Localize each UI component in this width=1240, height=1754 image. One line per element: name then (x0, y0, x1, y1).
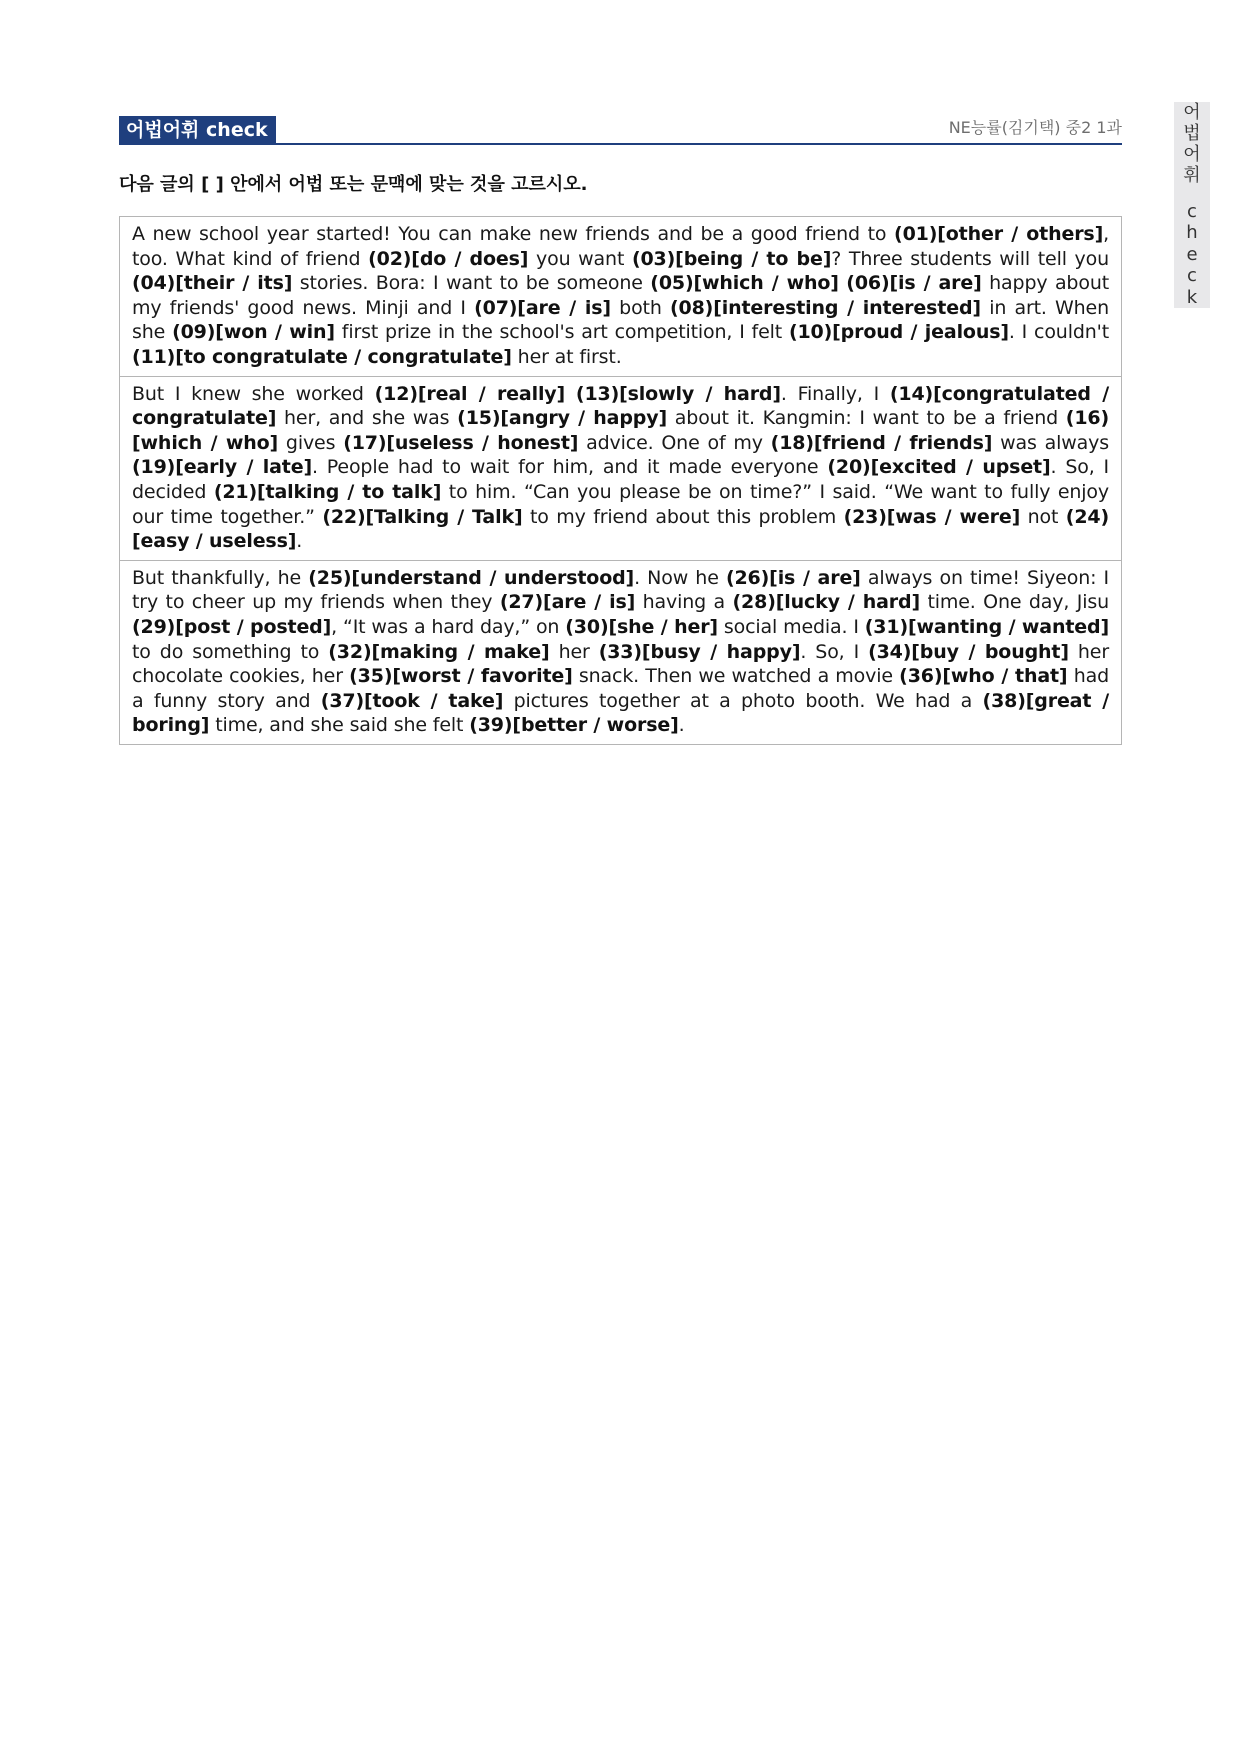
passage-text: . Finally, I (780, 382, 890, 405)
passage-text (565, 383, 576, 405)
answer-choice: (14)[congratulated / congratulate] (132, 382, 1109, 430)
answer-choice: (09)[won / win] (172, 321, 335, 344)
passage-text: was always (992, 431, 1109, 454)
side-tab-char: 어 (1183, 102, 1201, 123)
passage-text: her chocolate cookies, her (132, 640, 1109, 688)
passage-text: . I couldn't (1008, 321, 1109, 344)
answer-choice: (24)[easy / useless] (132, 505, 1110, 553)
passage-text: ? Three students will tell you (831, 247, 1110, 270)
answer-choice: (34)[buy / bought] (868, 640, 1069, 663)
answer-choice: (15)[angry / happy] (457, 407, 668, 430)
answer-choice: (11)[to congratulate / congratulate] (132, 345, 512, 368)
answer-choice: (18)[friend / friends] (770, 431, 993, 454)
answer-choice: (10)[proud / jealous] (788, 321, 1009, 344)
answer-choice: (08)[interesting / interested] (669, 296, 981, 319)
answer-choice: (35)[worst / favorite] (349, 665, 573, 688)
answer-choice: (12)[real / really] (374, 382, 566, 405)
answer-choice: (06)[is / are] (846, 272, 982, 295)
side-tab-char: h (1186, 222, 1198, 243)
side-tab-char: c (1187, 265, 1197, 286)
answer-choice: (16)[which / who] (132, 407, 1110, 454)
side-tab-char: 어 (1183, 144, 1201, 165)
passage-text: having a (635, 591, 733, 614)
passage-text: But thankfully, he (132, 566, 309, 589)
passage-text: you want (528, 247, 632, 270)
passage-text: pictures together at a photo booth. We had a (503, 689, 983, 712)
side-tab-char: e (1186, 243, 1198, 265)
passage-text: social media. I (717, 615, 865, 638)
passage-text: her at first. (511, 345, 622, 368)
answer-choice: (29)[post / posted] (132, 615, 332, 638)
answer-choice: (02)[do / does] (368, 247, 529, 270)
passage-paragraph (120, 376, 1121, 560)
header-divider (119, 143, 1122, 145)
passage-text: . People had to wait for him, and it made everyone (311, 456, 828, 479)
passage-text: in art. When she (132, 296, 1109, 344)
passage-text: snack. Then we watched a movie (572, 665, 900, 688)
passage-text: first prize in the school's art competition, I felt (334, 321, 789, 344)
passage-text: her (549, 640, 599, 663)
passage-text: about it. Kangmin: I want to be a friend (667, 407, 1066, 430)
passage-box (119, 216, 1122, 745)
course-label: NE능률(김기택) 중2 1과 (948, 118, 1122, 137)
answer-choice: (39)[better / worse] (469, 714, 679, 737)
answer-choice: (22)[Talking / Talk] (322, 505, 523, 528)
answer-choice: (30)[she / her] (565, 615, 718, 638)
answer-choice: (01)[other / others] (894, 223, 1104, 245)
answer-choice: (20)[excited / upset] (827, 456, 1051, 479)
section-tag: 어법어휘 check (119, 116, 276, 144)
passage-paragraph (120, 560, 1121, 744)
passage-text: time, and she said she felt (209, 714, 470, 737)
answer-choice: (31)[wanting / wanted] (864, 615, 1109, 638)
answer-choice: (32)[making / make] (328, 640, 550, 663)
passage-text: . Now he (634, 566, 726, 589)
passage-text: . So, I decided (132, 456, 1109, 503)
passage-text: her, and she was (276, 407, 458, 430)
side-tab-char: 휘 (1183, 165, 1201, 186)
answer-choice: (19)[early / late] (132, 456, 312, 479)
side-index-tab (1174, 102, 1210, 308)
answer-choice: (37)[took / take] (320, 689, 504, 712)
passage-text: to my friend about this problem (522, 505, 844, 528)
answer-choice: (21)[talking / to talk] (213, 480, 442, 503)
passage-text: to do something to (132, 640, 329, 663)
answer-choice: (38)[great / boring] (132, 689, 1109, 737)
answer-choice: (23)[was / were] (843, 505, 1021, 528)
answer-choice: (25)[understand / understood] (308, 566, 635, 589)
answer-choice: (26)[is / are] (725, 566, 861, 589)
answer-choice: (03)[being / to be] (631, 247, 832, 270)
passage-text: . (678, 714, 685, 737)
passage-text: . So, I (800, 640, 869, 663)
passage-text: , “It was a hard day,” on (331, 615, 566, 638)
answer-choice: (33)[busy / happy] (598, 640, 801, 663)
passage-text: not (1020, 505, 1066, 528)
answer-choice: (05)[which / who] (650, 272, 839, 295)
answer-choice: (36)[who / that] (899, 665, 1068, 688)
answer-choice: (13)[slowly / hard] (575, 382, 781, 405)
answer-choice: (07)[are / is] (474, 296, 611, 319)
question-instruction: 다음 글의 [ ] 안에서 어법 또는 문맥에 맞는 것을 고르시오. (119, 174, 588, 195)
passage-text: stories. Bora: I want to be someone (292, 272, 651, 295)
answer-choice: (17)[useless / honest] (343, 431, 579, 454)
passage-text: had a funny story and (132, 665, 1110, 712)
passage-paragraph (120, 217, 1121, 376)
passage-text: happy about my friends' good news. Minji and I (132, 272, 1110, 319)
passage-text: A new school year started! You can make new friends and be a good friend to (132, 223, 895, 245)
passage-text: gives (278, 431, 344, 454)
passage-text: advice. One of my (578, 431, 771, 454)
passage-text: But I knew she worked (132, 382, 375, 405)
passage-text: both (610, 296, 670, 319)
side-tab-char: c (1187, 200, 1197, 222)
passage-text: . (296, 530, 303, 553)
side-tab-char: k (1186, 286, 1198, 308)
answer-choice: (28)[lucky / hard] (732, 591, 920, 614)
passage-text: to him. “Can you please be on time?” I said. “We want to fully enjoy our time together.” (132, 480, 1109, 528)
passage-text: , too. What kind of friend (132, 223, 1109, 270)
side-tab-char: 법 (1183, 123, 1201, 144)
passage-text: always on time! Siyeon: I try to cheer up my friends when they (132, 566, 1109, 614)
passage-text: time. One day, Jisu (920, 591, 1109, 614)
answer-choice: (27)[are / is] (499, 591, 636, 614)
answer-choice: (04)[their / its] (132, 272, 293, 295)
